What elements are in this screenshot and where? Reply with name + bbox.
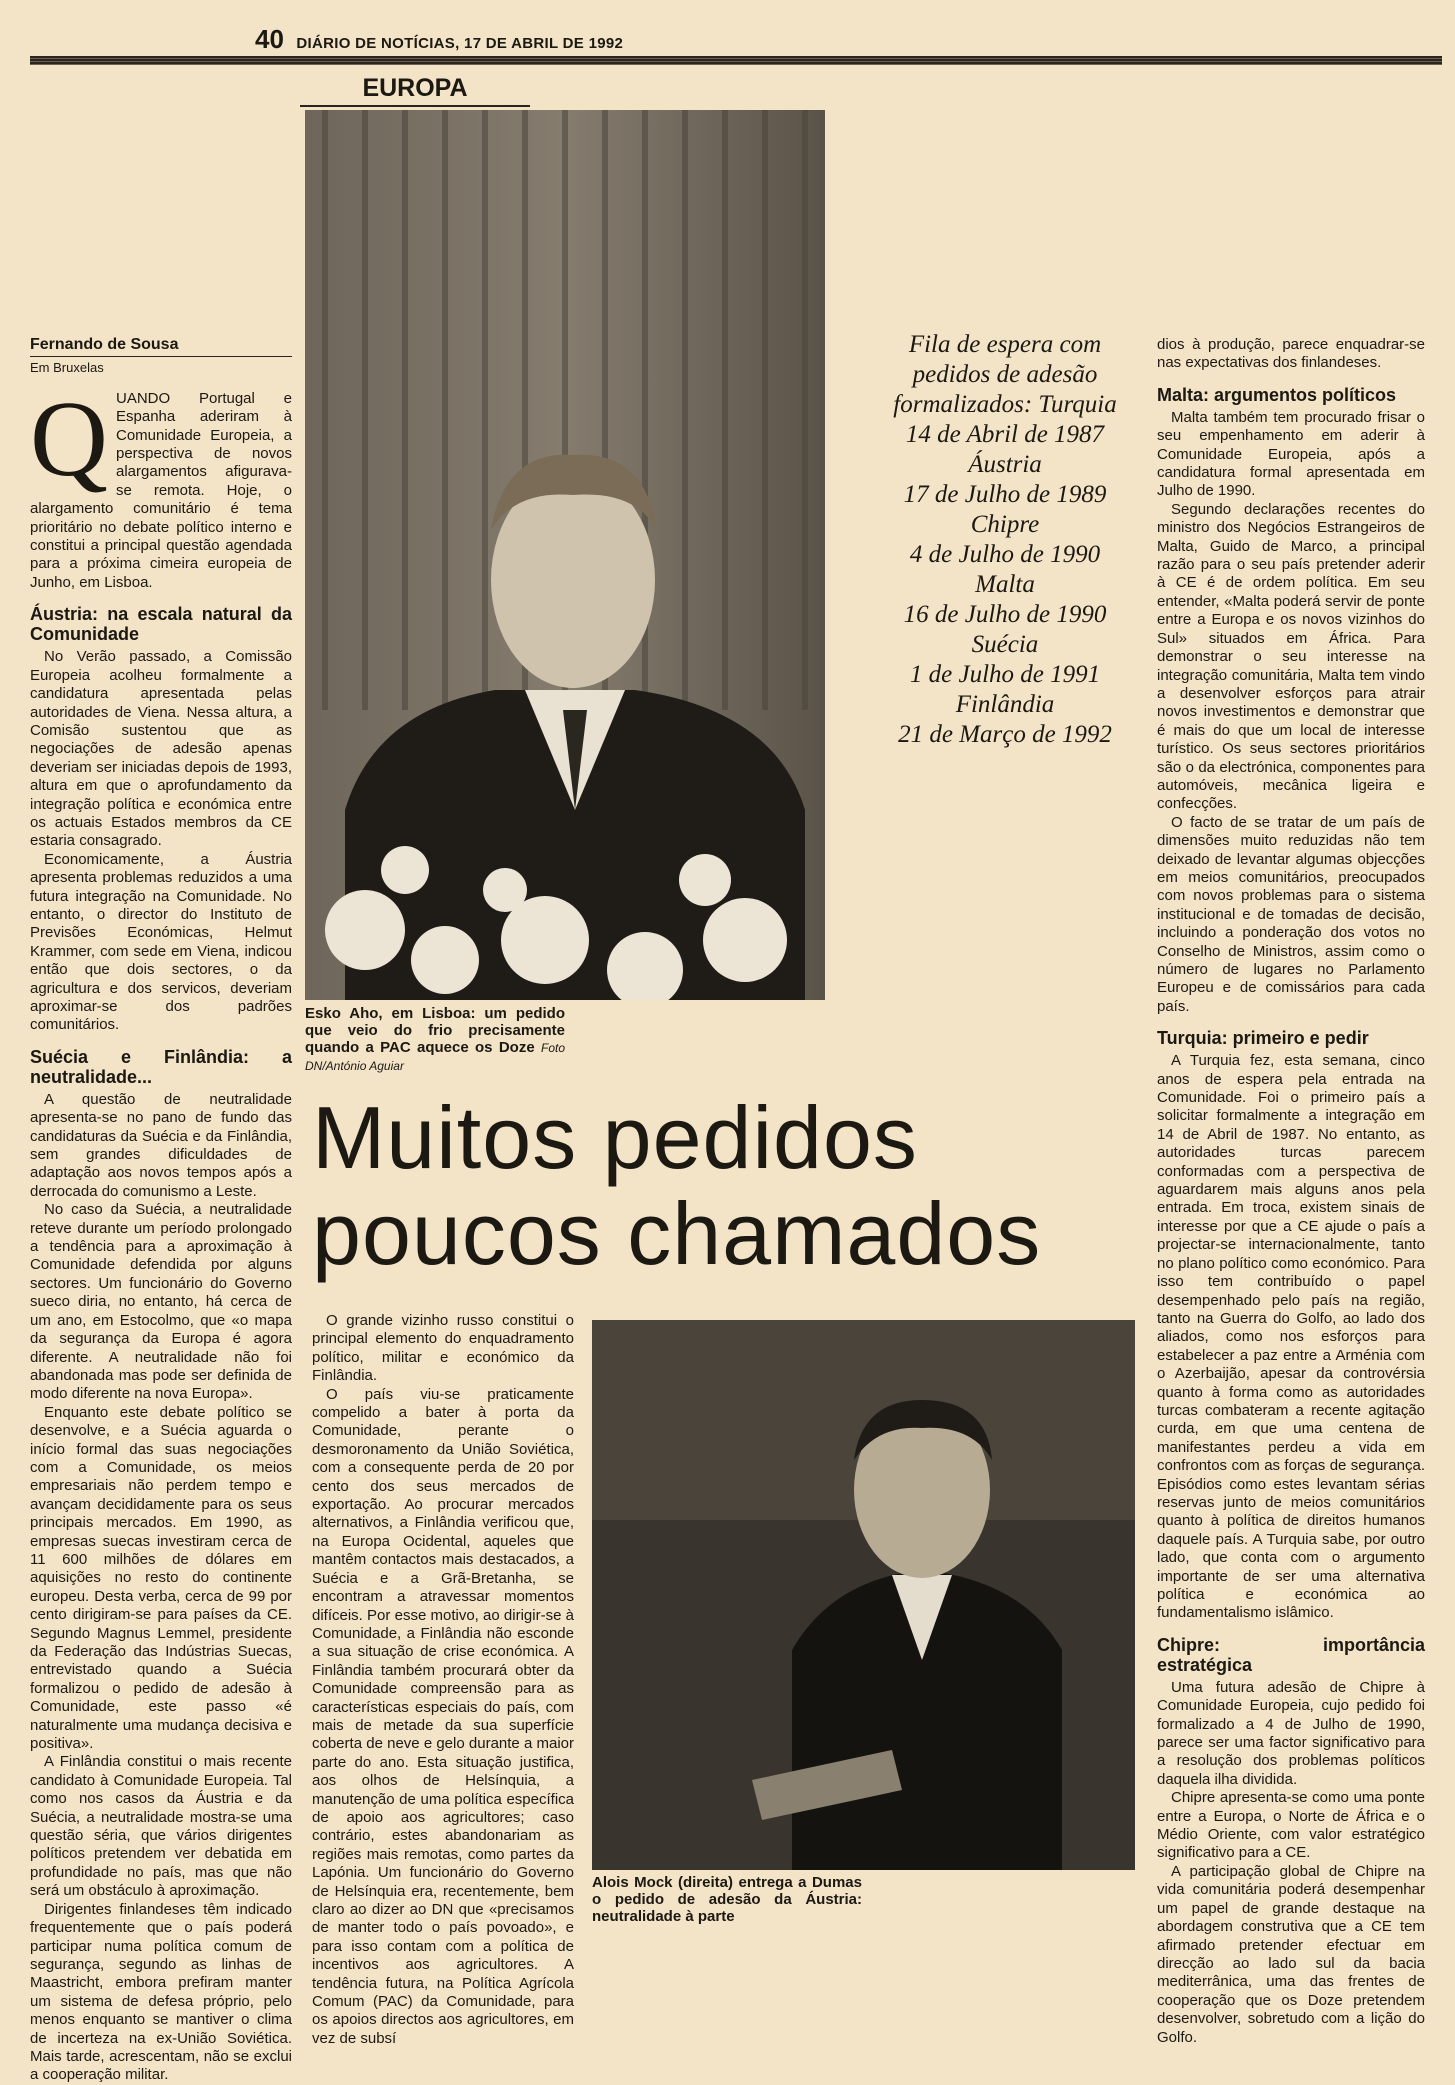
column-2	[312, 1312, 574, 2048]
sidebar-line: 1 de Julho de 1991	[909, 661, 1101, 688]
subhead-suecia: Suécia e Finlândia: a neutralidade...	[30, 1046, 292, 1087]
column-1	[30, 336, 292, 2085]
photo-esko-aho-caption	[305, 1005, 565, 1075]
headline	[312, 1090, 1142, 1282]
drop-cap: Q	[30, 379, 108, 499]
photo-alois-mock-caption: Alois Mock (direita) entrega a Dumas o pedido de adesão da Áustria: neutralidade à parte	[592, 1874, 862, 1925]
paragraph: Chipre apresenta-se como uma ponte entre a Europa, o Norte de África e o Médio Oriente, com valor estratégico significativo para a CE.	[1157, 1789, 1425, 1862]
photo-esko-aho	[305, 110, 825, 1000]
sidebar-line: pedidos de adesão	[912, 361, 1098, 388]
lead-text: UANDO Portugal e Espanha aderiram à Comunidade Europeia, a perspectiva de novos alargamentos afigurava-se remota. Hoje, o alargamento comunitário é tema prioritário no debate político interno e constitui a principal questão agendada para a próxima cimeira europeia de Junho, em Lisboa.	[30, 389, 292, 591]
photo-alois-mock-image	[592, 1320, 1135, 1870]
byline-author: Fernando de Sousa	[30, 336, 292, 357]
lead-paragraph	[30, 379, 292, 592]
sidebar-line: formalizados: Turquia	[893, 391, 1117, 418]
photo-alois-mock	[592, 1320, 1135, 1870]
sidebar-line: Fila de espera com	[908, 331, 1102, 358]
sidebar-line: Áustria	[968, 451, 1042, 478]
paragraph: A participação global de Chipre na vida comunitária poderá desempenhar um papel de grande destaque na abordagem construtiva que a CE tem afirmado pretender efectuar em direcção ao lado sul da bacia mediterrânica, uma das frentes de cooperação que os Doze pretendem desenvolver, sobretudo com a lição do Golfo.	[1157, 1862, 1425, 2046]
photo-esko-aho-image	[305, 110, 825, 1000]
byline-dateline: Em Bruxelas	[30, 360, 104, 376]
paragraph: Segundo declarações recentes do ministro dos Negócios Estrangeiros de Malta, Guido de Marco, a principal razão para o seu país pretender aderir à CE é de ordem política. Em seu entender, «Malta poderá servir de ponte entre a Europa e os novos vizinhos do Sul» situados em África. Para demonstrar o seu interesse na integração comunitária, Malta tem vindo a desenvolver esforços para atrair novos investimentos e demonstrar que é mais do que um local de interesse turístico. Os seus sectores prioritários são o da electrónica, componentes para automóveis, mecânica ligeira e confecções.	[1157, 500, 1425, 813]
paragraph: No Verão passado, a Comissão Europeia acolheu formalmente a candidatura apresentada pelas autoridades de Viena. Nessa altura, a Comisão sustentou que as negociações de adesão apenas deveriam ser iniciadas depois de 1993, altura em que o aprofundamento da integração política e económica entre os actuais Estados membros da CE estaria consagrado.	[30, 648, 292, 850]
headline-line-1: Muitos pedidos	[312, 1088, 918, 1187]
sidebar-line: 4 de Julho de 1990	[909, 541, 1101, 568]
sidebar-line: Finlândia	[955, 691, 1055, 718]
paragraph: A Turquia fez, esta semana, cinco anos de espera pela entrada na Comunidade. Foi o primeiro país a solicitar formalmente a integração em 14 de Abril de 1987. No entanto, as autoridades turcas parecem conformadas com a perspectiva de aguardarem mais alguns anos pela entrada. Em troca, existem sinais de interesse por que a CE ajude o país a projectar-se internacionalmente, tanto no plano político como económico. Para isso tem contribuído o papel desempenhado pelo país na região, tanto na Guerra do Golfo, ao lado dos aliados, como nos esforços para estabelecer a paz entre a Arménia com o Azerbaijão, apesar da controvérsia quanto à forma como as autoridades turcas combateram a recente agitação curda, em que uma centena de manifestantes perdeu a vida em confrontos com as forças de segurança. Episódios como estes levantam sérias reservas junto de meios comunitários quanto à política de direitos humanos daquele país. A Turquia sabe, por outro lado, que conta com o argumento importante de ser uma alternativa política e económica ao fundamentalismo islâmico.	[1157, 1052, 1425, 1622]
sidebar-applications	[870, 330, 1140, 750]
paragraph: Uma futura adesão de Chipre à Comunidade Europeia, cujo pedido foi formalizado a 4 de Julho de 1990, parece ser uma factor significativo para a resolução dos problemas políticos daquela ilha dividida.	[1157, 1678, 1425, 1788]
sidebar-line: 21 de Março de 1992	[898, 721, 1112, 748]
subhead-malta: Malta: argumentos políticos	[1157, 384, 1397, 405]
section-label: EUROPA	[300, 74, 530, 107]
paragraph: O país viu-se praticamente compelido a bater à porta da Comunidade, perante o desmoronamento da União Soviética, com a consequente perda de 20 por cento dos seus mercados de exportação. Ao procurar mercados alternativos, a Finlândia verificou que, na Europa Ocidental, aqueles que mantêm contactos mais destacados, a Suécia e a Grã-Bretanha, se encontram a atravessar momentos difíceis. Por esse motivo, ao dirigir-se à Comunidade, a Finlândia não esconde a sua situação de crise económica. A Finlândia também procurará obter da Comunidade compreensão para as características especiais do país, com mais de metade da sua superfície coberta de neve e gelo durante a maior parte do ano. Esta situação justifica, aos olhos de Helsínquia, a manutenção de uma política específica de apoio aos agricultores; caso contrário, estes abandonariam as regiões mais remotas, como partes da Lapónia. Um funcionário do Governo de Helsínquia era, recentemente, bem claro ao dizer ao DN que «precisamos de manter todo o país povoado», e para isso contam com a política de incentivos aos agricultores. A tendência futura, na Política Agrícola Comum (PAC) da Comunidade, para os apoios directos aos agricultores, em vez de subsí	[312, 1385, 574, 2047]
subhead-turquia: Turquia: primeiro e pedir	[1157, 1028, 1369, 1049]
sidebar-line: 16 de Julho de 1990	[903, 601, 1107, 628]
sidebar-line: 17 de Julho de 1989	[903, 481, 1107, 508]
headline-line-2: poucos chamados	[312, 1184, 1042, 1283]
publication-line: DIÁRIO DE NOTÍCIAS, 17 DE ABRIL DE 1992	[296, 35, 624, 52]
paragraph: Enquanto este debate político se desenvolve, e a Suécia aguarda o início formal das suas negociações com a Comunidade, os meios empresariais não perdem tempo e avançam decididamente para os seus principais mercados. Em 1990, as empresas suecas investiram cerca de 11 600 milhões de dólares em aquisições no resto do continente europeu. Desta verba, cerca de 99 por cento dirigiram-se para países da CE. Segundo Magnus Lemmel, presidente da Federação das Indústrias Suecas, entrevistado quando a Suécia formalizou o pedido de adesão à Comunidade, este passo «é naturalmente uma mudança decisiva e positiva».	[30, 1403, 292, 1753]
masthead-rule	[30, 56, 1442, 65]
sidebar-line: Suécia	[971, 631, 1039, 658]
paragraph: Malta também tem procurado frisar o seu empenhamento em aderir à Comunidade Europeia, após a candidatura formal apresentada em Julho de 1990.	[1157, 408, 1425, 500]
paragraph: No caso da Suécia, a neutralidade reteve durante um período prolongado a tendência para a aproximação à Comunidade defendida por alguns sectores. Um funcionário do Governo sueco diria, no entanto, há cerca de um ano, em Estocolmo, que «o mapa da segurança da Europa é agora diferente. A neutralidade não foi abandonada mas pode ser definida de modo diferente na nova Europa».	[30, 1201, 292, 1403]
sidebar-line: 14 de Abril de 1987	[905, 421, 1105, 448]
column-4	[1157, 336, 1425, 2047]
photo-credit: Foto DN/António Aguiar	[305, 1041, 566, 1073]
caption-text: Esko Aho, em Lisboa: um pedido que veio do frio precisamente quando a PAC aquece os Doze	[305, 1005, 565, 1056]
paragraph: A Finlândia constitui o mais recente candidato à Comunidade Europeia. Tal como nos casos da Áustria e da Suécia, a neutralidade mostra-se uma questão séria, que vários dirigentes políticos pretendem ver debatida em profundidade no país, mas que não será um obstáculo à aproximação.	[30, 1753, 292, 1900]
paragraph: Dirigentes finlandeses têm indicado frequentemente que o país poderá participar numa política comum de segurança, segundo as linhas de Maastricht, embora prefiram manter um sistema de defesa próprio, pelo menos enquanto se mantiver o clima de incerteza na ex-União Soviética. Mais tarde, acrescentam, não se exclui a cooperação militar.	[30, 1900, 292, 2084]
paragraph: O facto de se tratar de um país de dimensões muito reduzidas não tem deixado de levantar algumas objecções em meios comunitários, preocupados com novos problemas para o sistema institucional e de tomadas de decisão, incluindo a ponderação dos votos no Conselho de Ministros, assim como o número de lugares no Parlamento Europeu e de comissários para cada país.	[1157, 813, 1425, 1015]
subhead-austria: Áustria: na escala natural da Comunidade	[30, 604, 292, 645]
paragraph: Economicamente, a Áustria apresenta problemas reduzidos a uma futura integração na Comunidade. No entanto, o director do Instituto de Previsões Económicas, Helmut Krammer, com sede em Viena, indicou então que dois sectores, o da agricultura e dos servicos, deveriam aproximar-se dos padrões comunitários.	[30, 850, 292, 1034]
paragraph: A questão de neutralidade apresenta-se no pano de fundo das candidaturas da Suécia e da Finlândia, sem grandes dificuldades de adaptação aos novos tempos após a derrocada do comunismo a Leste.	[30, 1090, 292, 1200]
sidebar-line: Malta	[975, 571, 1035, 598]
masthead	[255, 24, 623, 55]
sidebar-line: Chipre	[970, 511, 1040, 538]
page-number: 40	[255, 24, 284, 54]
paragraph: dios à produção, parece enquadrar-se nas expectativas dos finlandeses.	[1157, 336, 1425, 372]
subhead-chipre: Chipre: importância estratégica	[1157, 1634, 1425, 1675]
paragraph: O grande vizinho russo constitui o principal elemento do enquadramento político, militar e económico da Finlândia.	[312, 1312, 574, 1385]
